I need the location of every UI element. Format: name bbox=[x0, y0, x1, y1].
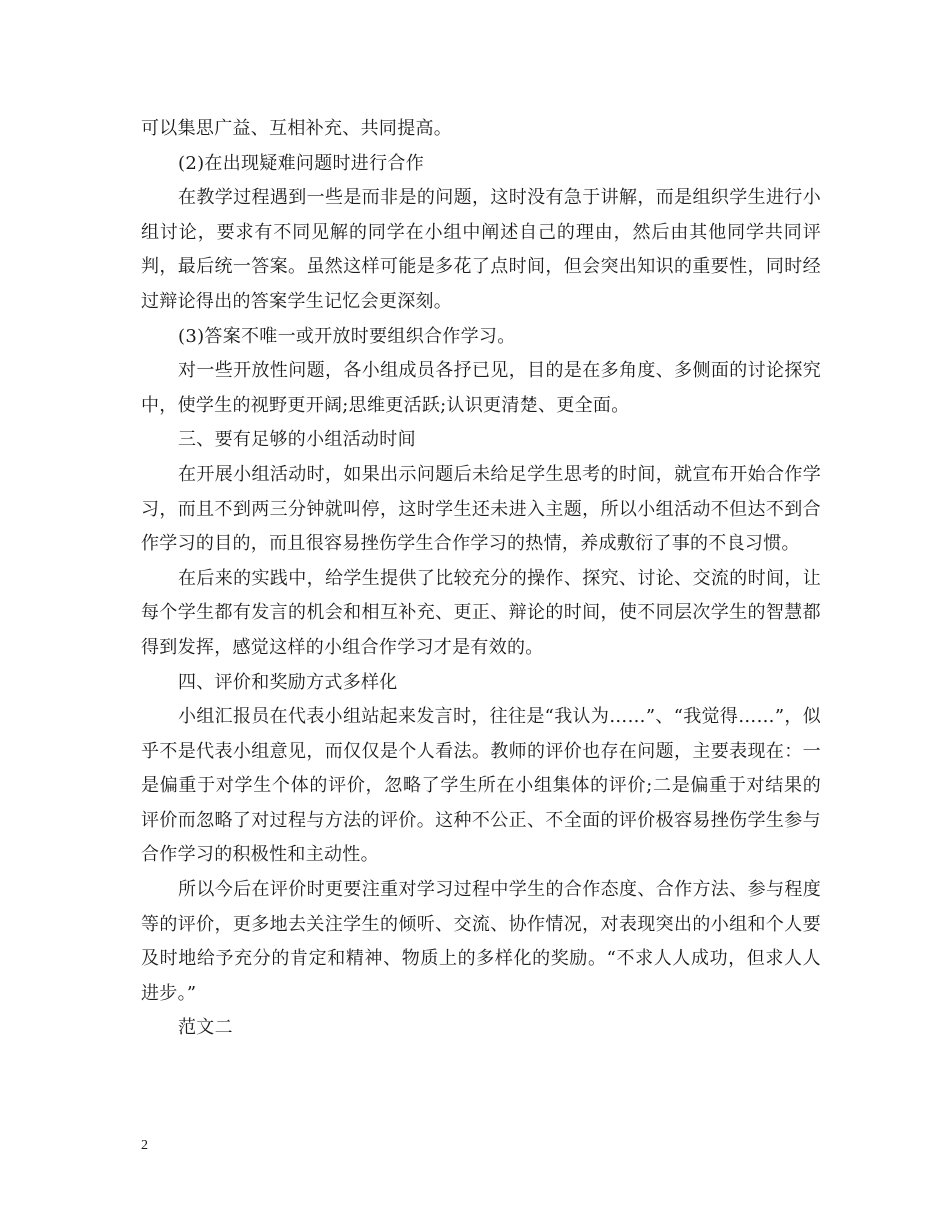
paragraph-evaluation-problems: 小组汇报员在代表小组站起来发言时，往往是“我认为……”、“我觉得……”，似乎不是代表小组意见，而仅仅是个人看法。教师的评价也存在问题，主要表现在：一是偏重于对学生个体的评价，忽略了学生所在小组集体的评价;二是偏重于对结果的评价而忽略了对过程与方法的评价。这种不公正、不全面的评价极容易挫伤学生参与合作学习的积极性和主动性。 bbox=[141, 706, 821, 866]
paragraph-evaluation-improvement: 所以今后在评价时更要注重对学习过程中学生的合作态度、合作方法、参与程度等的评价，更多地去关注学生的倾听、交流、协作情况，对表现突出的小组和个人要及时地给予充分的肯定和精神、物质上的多样化的奖励。“不求人人成功，但求人人进步。” bbox=[141, 879, 821, 1004]
page-number: 2 bbox=[141, 1138, 148, 1153]
paragraph-practice: 在后来的实践中，给学生提供了比较充分的操作、探究、讨论、交流的时间，让每个学生都有发言的机会和相互补充、更正、辩论的时间，使不同层次学生的智慧都得到发挥，感觉这样的小组合作学习才是有效的。 bbox=[141, 567, 821, 658]
paragraph-open-answers: 对一些开放性问题，各小组成员各抒已见，目的是在多角度、多侧面的讨论探究中，使学生的视野更开阔;思维更活跃;认识更清楚、更全面。 bbox=[141, 360, 821, 416]
paragraph-continuation: 可以集思广益、互相补充、共同提高。 bbox=[141, 118, 453, 139]
subheading-open-answers: (3)答案不唯一或开放时要组织合作学习。 bbox=[178, 325, 516, 347]
section-heading-sample-two: 范文二 bbox=[178, 1017, 233, 1039]
paragraph-activity-time: 在开展小组活动时，如果出示问题后未给足学生思考的时间，就宣布开始合作学习，而且不到两三分钟就叫停，这时学生还未进入主题，所以小组活动不但达不到合作学习的目的，而且很容易挫伤学生合作学习的热情，养成敷衍了事的不良习惯。 bbox=[141, 463, 821, 555]
document-page bbox=[141, 112, 821, 1046]
paragraph-difficult-problems: 在教学过程遇到一些是而非是的问题，这时没有急于讲解，而是组织学生进行小组讨论，要求有不同见解的同学在小组中阐述自己的理由，然后由其他同学共同评判，最后统一答案。虽然这样可能是多花了点时间，但会突出知识的重要性，同时经过辩论得出的答案学生记忆会更深刻。 bbox=[141, 187, 821, 312]
section-heading-activity-time: 三、要有足够的小组活动时间 bbox=[178, 429, 416, 451]
subheading-difficult-problems: (2)在出现疑难问题时进行合作 bbox=[178, 152, 424, 174]
section-heading-evaluation: 四、评价和奖励方式多样化 bbox=[178, 671, 398, 693]
